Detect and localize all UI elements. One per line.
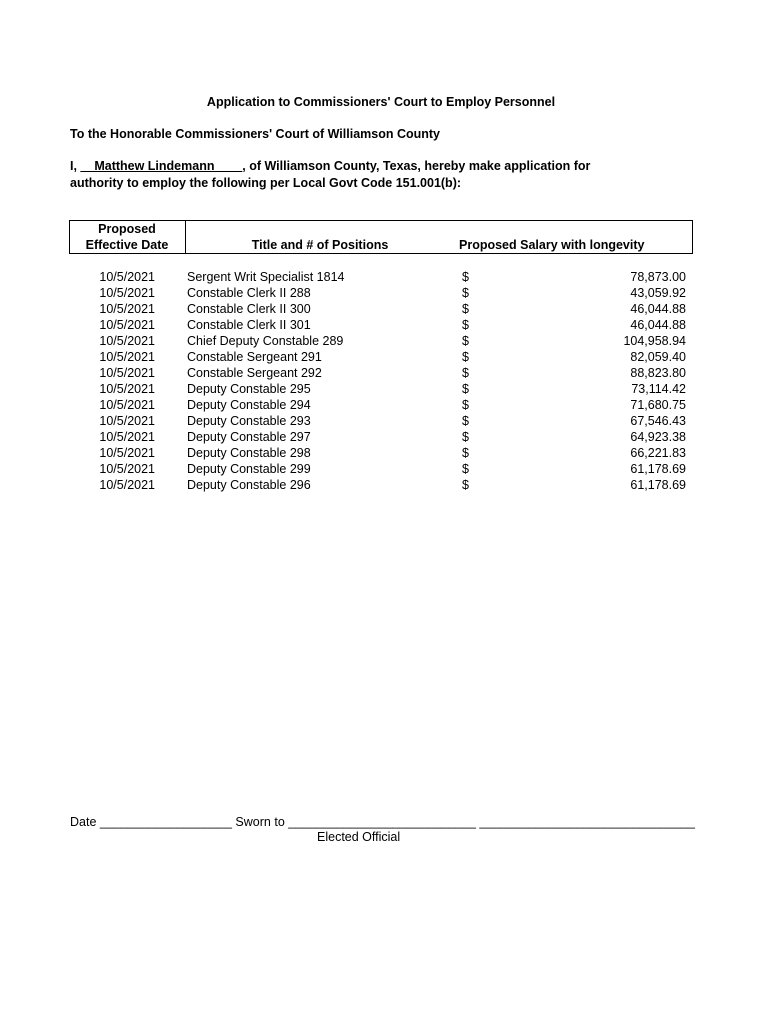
row-date: 10/5/2021 [99, 478, 155, 492]
row-currency: $ [462, 430, 469, 444]
table-row [0, 301, 770, 317]
row-amount: 61,178.69 [630, 478, 686, 492]
table-row [0, 445, 770, 461]
header-title-positions: Title and # of Positions [251, 238, 389, 252]
declaration-prefix: I, [70, 159, 81, 173]
row-currency: $ [462, 462, 469, 476]
row-title: Chief Deputy Constable 289 [187, 334, 344, 348]
row-currency: $ [462, 334, 469, 348]
row-date: 10/5/2021 [99, 382, 155, 396]
row-currency: $ [462, 414, 469, 428]
header-effective-date [69, 221, 185, 253]
signature-line: Date ___________________ Sworn to ___________________________ _______________________________ [70, 815, 695, 829]
table-row [0, 365, 770, 381]
row-title: Constable Clerk II 300 [187, 302, 311, 316]
row-currency: $ [462, 382, 469, 396]
header-bottom-border [69, 253, 693, 254]
header-date-line-2: Effective Date [85, 238, 169, 252]
row-amount: 66,221.83 [630, 446, 686, 460]
declaration-suffix: , of Williamson County, Texas, hereby make application for [242, 159, 591, 173]
table-row [0, 349, 770, 365]
row-date: 10/5/2021 [99, 414, 155, 428]
table-row [0, 397, 770, 413]
row-amount: 73,114.42 [631, 382, 686, 396]
table-row [0, 477, 770, 493]
declaration-line-1 [70, 159, 590, 173]
header-proposed-salary: Proposed Salary with longevity [459, 238, 645, 252]
row-date: 10/5/2021 [99, 334, 155, 348]
row-date: 10/5/2021 [99, 430, 155, 444]
applicant-name: __Matthew Lindemann____ [80, 159, 243, 173]
row-currency: $ [462, 286, 469, 300]
row-date: 10/5/2021 [99, 350, 155, 364]
row-amount: 67,546.43 [630, 414, 686, 428]
row-amount: 71,680.75 [630, 398, 686, 412]
header-date-line-1: Proposed [98, 222, 156, 236]
row-amount: 78,873.00 [630, 270, 686, 284]
declaration-line-2: authority to employ the following per Local Govt Code 151.001(b): [70, 176, 462, 190]
row-amount: 46,044.88 [630, 302, 686, 316]
row-currency: $ [462, 318, 469, 332]
table-row [0, 461, 770, 477]
row-currency: $ [462, 302, 469, 316]
row-title: Constable Clerk II 301 [187, 318, 311, 332]
row-date: 10/5/2021 [99, 366, 155, 380]
row-title: Sergent Writ Specialist 1814 [187, 270, 345, 284]
header-divider [692, 220, 693, 254]
row-title: Constable Clerk II 288 [187, 286, 311, 300]
row-title: Deputy Constable 297 [187, 430, 311, 444]
row-currency: $ [462, 446, 469, 460]
row-currency: $ [462, 350, 469, 364]
row-title: Deputy Constable 299 [187, 462, 311, 476]
row-title: Deputy Constable 294 [187, 398, 311, 412]
positions-table-body [0, 269, 770, 493]
row-amount: 61,178.69 [630, 462, 686, 476]
row-amount: 104,958.94 [623, 334, 686, 348]
row-currency: $ [462, 398, 469, 412]
elected-official-label: Elected Official [317, 830, 401, 844]
row-amount: 82,059.40 [630, 350, 686, 364]
row-title: Deputy Constable 295 [187, 382, 311, 396]
row-currency: $ [462, 270, 469, 284]
row-date: 10/5/2021 [99, 270, 155, 284]
row-amount: 64,923.38 [630, 430, 686, 444]
row-currency: $ [462, 478, 469, 492]
salutation: To the Honorable Commissioners' Court of Williamson County [70, 127, 441, 141]
row-currency: $ [462, 366, 469, 380]
row-title: Deputy Constable 293 [187, 414, 311, 428]
table-row [0, 381, 770, 397]
row-date: 10/5/2021 [99, 462, 155, 476]
row-title: Deputy Constable 296 [187, 478, 311, 492]
row-date: 10/5/2021 [99, 446, 155, 460]
row-date: 10/5/2021 [99, 286, 155, 300]
row-date: 10/5/2021 [99, 302, 155, 316]
table-row [0, 317, 770, 333]
row-amount: 88,823.80 [630, 366, 686, 380]
table-row [0, 285, 770, 301]
row-title: Deputy Constable 298 [187, 446, 311, 460]
row-date: 10/5/2021 [99, 398, 155, 412]
row-amount: 43,059.92 [630, 286, 686, 300]
row-amount: 46,044.88 [630, 318, 686, 332]
table-row [0, 269, 770, 285]
table-row [0, 413, 770, 429]
table-row [0, 429, 770, 445]
row-date: 10/5/2021 [99, 318, 155, 332]
row-title: Constable Sergeant 291 [187, 350, 322, 364]
row-title: Constable Sergeant 292 [187, 366, 322, 380]
page-title: Application to Commissioners' Court to Employ Personnel [206, 95, 556, 109]
table-row [0, 333, 770, 349]
